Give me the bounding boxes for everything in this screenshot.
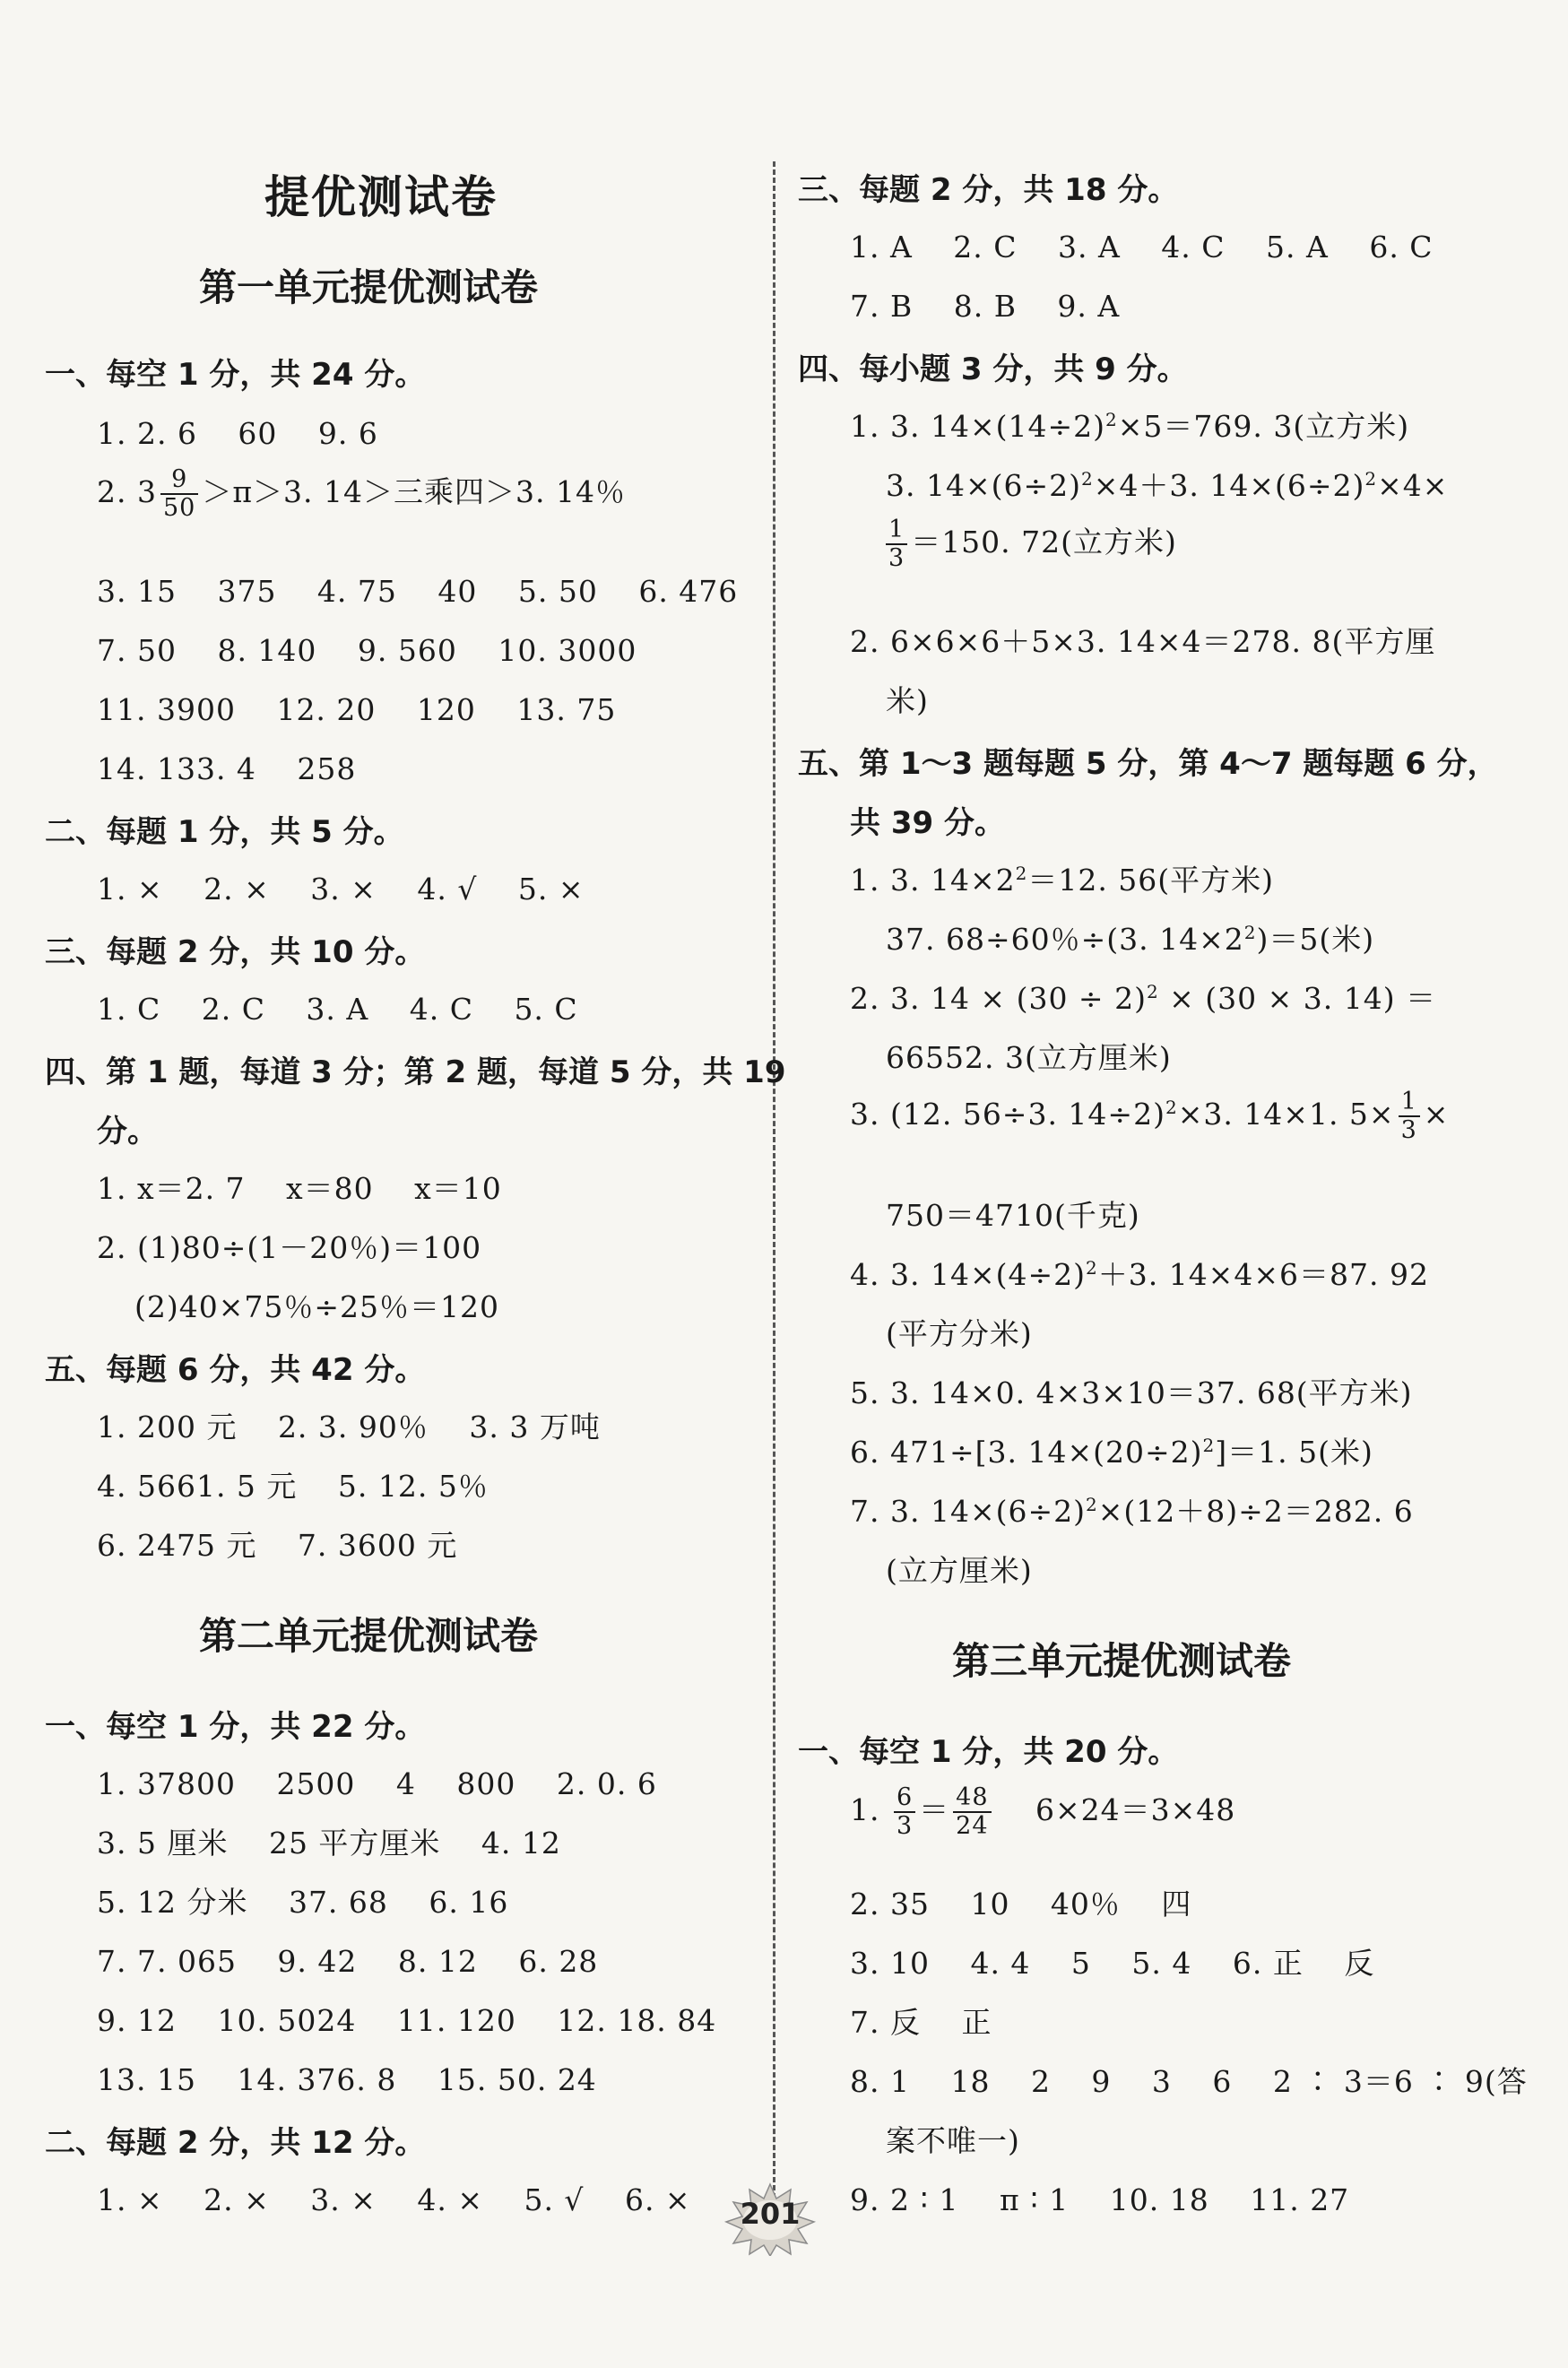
- answer-line: 2. (1)80÷(1－20％)＝100: [97, 1230, 482, 1265]
- page-number-badge: [721, 2181, 819, 2256]
- unit2-s1-heading: 一、每空 1 分，共 22 分。: [45, 1709, 426, 1745]
- fraction: $\frac{48}{24}$: [953, 1784, 991, 1840]
- fraction: $\frac{9}{50}$: [160, 466, 198, 522]
- answer-line: 6. 471÷[3. $14\times(20\div 2)^2]=1$. 5(米): [850, 1435, 1373, 1470]
- page-number: 201: [740, 2197, 801, 2231]
- answer-line: (2)40×75％÷25％＝120: [134, 1289, 500, 1324]
- answer-line: 5. 12 分米 37. 68 6. 16: [97, 1885, 509, 1920]
- answer-line: 3. $14\times(6\div 2)^2\times 4+3$. $14\times(6\div 2)^2\times 4\times$: [886, 468, 1449, 503]
- answer-line: 8. 1 18 2 9 3 6 2 ∶ 3＝6 ∶ 9(答: [850, 2064, 1528, 2099]
- fraction: $\frac{6}{3}$: [894, 1784, 915, 1840]
- answer-line: 1. × 2. × 3. × 4. √ 5. ×: [97, 872, 585, 906]
- unit2-s2-heading: 二、每题 2 分，共 12 分。: [45, 2125, 426, 2161]
- answer-line: 1. C 2. C 3. A 4. C 5. C: [97, 992, 578, 1027]
- answer-line: 案不唯一): [886, 2123, 1020, 2158]
- fraction: $\frac{1}{3}$: [1399, 1089, 1420, 1144]
- answer-line: 66552. 3(立方厘米): [886, 1040, 1172, 1075]
- unit1-s5-heading: 五、每题 6 分，共 42 分。: [45, 1352, 426, 1388]
- answer-line: 7. 3. $14\times(6\div 2)^2\times(12+8)\div 2=282$. 6: [850, 1494, 1414, 1529]
- unit2-title: 第二单元提优测试卷: [199, 1614, 539, 1658]
- answer-line: 5. 3. 14×0. 4×3×10＝37. 68(平方米): [850, 1375, 1413, 1410]
- unit1-s2-heading: 二、每题 1 分，共 5 分。: [45, 814, 404, 850]
- answer-line: 1. A 2. C 3. A 4. C 5. A 6. C: [850, 230, 1434, 265]
- answer-line: 2. 3 $\frac{9}{50}$ ＞π＞3. 14＞三乘四＞3. 14％: [97, 465, 626, 522]
- answer-line: 7. 反 正: [850, 2005, 992, 2040]
- answer-line: 9. 12 10. 5024 11. 120 12. 18. 84: [97, 2003, 717, 2038]
- unit3-title: 第三单元提优测试卷: [952, 1639, 1292, 1683]
- answer-line: 1. × 2. × 3. × 4. × 5. √ 6. ×: [97, 2182, 691, 2217]
- unit1-title: 第一单元提优测试卷: [199, 265, 539, 309]
- answer-line: 3. 10 4. 4 5 5. 4 6. 正 反: [850, 1946, 1375, 1981]
- fraction: $\frac{1}{3}$: [886, 516, 907, 572]
- answer-line: 6. 2475 元 7. 3600 元: [97, 1528, 458, 1563]
- answer-line: 37. 68÷60％÷(3. $14\times 2^2)=5$(米): [886, 922, 1375, 957]
- unit1-s4-heading: 四、第 1 题，每道 3 分；第 2 题，每道 5 分，共 19: [45, 1054, 786, 1090]
- answer-line: 11. 3900 12. 20 120 13. 75: [97, 692, 617, 727]
- answer-line: 14. 133. 4 258: [97, 751, 357, 786]
- answer-line: 1. 37800 2500 4 800 2. 0. 6: [97, 1766, 657, 1801]
- unit2-s5-heading: 五、第 1～3 题每题 5 分，第 4～7 题每题 6 分，: [798, 746, 1498, 782]
- unit3-s1-heading: 一、每空 1 分，共 20 分。: [798, 1734, 1179, 1770]
- answer-line: 9. 2 ∶ 1 π ∶ 1 10. 18 11. 27: [850, 2182, 1350, 2217]
- answer-line: 1. 2. 6 60 9. 6: [97, 416, 378, 451]
- answer-line: 2. 3. $14 \times (30 \div 2)^2 \times (30 \times 3$. 14) ＝: [850, 981, 1437, 1016]
- answer-line: 1. $\frac{6}{3}$ ＝ $\frac{48}{24}$ 6×24＝3×48: [850, 1783, 1236, 1840]
- answer-line: 7. B 8. B 9. A: [850, 289, 1121, 324]
- answer-line: 1. 3. $14\times(14\div 2)^2\times 5=769$. 3(立方米): [850, 409, 1410, 444]
- unit1-s3-heading: 三、每题 2 分，共 10 分。: [45, 934, 426, 970]
- unit1-s1-heading: 一、每空 1 分，共 24 分。: [45, 357, 426, 393]
- answer-line: 1. 200 元 2. 3. 90％ 3. 3 万吨: [97, 1410, 601, 1444]
- answer-line: 750＝4710(千克): [886, 1198, 1140, 1233]
- answer-line: 2. 35 10 40％ 四: [850, 1887, 1192, 1921]
- page-title: 提优测试卷: [264, 171, 498, 223]
- answer-line: (立方厘米): [886, 1553, 1033, 1588]
- answer-line: 7. 7. 065 9. 42 8. 12 6. 28: [97, 1944, 599, 1979]
- answer-line: 4. 3. $14\times(4\div 2)^2+3$. 14×4×6＝87. 92: [850, 1257, 1429, 1292]
- column-divider: [773, 161, 775, 2215]
- unit1-s4-heading-cont: 分。: [97, 1114, 158, 1149]
- answer-line: 3. (12. 56÷3. 14÷2)$^2$×3. 14×1. 5× $\frac{1}{3}$ ×: [850, 1088, 1450, 1144]
- answer-line: $\frac{1}{3}$ ＝150. 72(立方米): [882, 516, 1177, 572]
- answer-line: (平方分米): [886, 1316, 1033, 1351]
- answer-line: 3. 5 厘米 25 平方厘米 4. 12: [97, 1826, 561, 1861]
- unit2-s3-heading: 三、每题 2 分，共 18 分。: [798, 172, 1179, 208]
- answer-line: 4. 5661. 5 元 5. 12. 5％: [97, 1469, 489, 1504]
- answer-line: 3. 15 375 4. 75 40 5. 50 6. 476: [97, 574, 739, 609]
- answer-line: 13. 15 14. 376. 8 15. 50. 24: [97, 2062, 597, 2097]
- unit2-s5-heading-cont: 共 39 分。: [850, 805, 1005, 841]
- answer-line: 2. 6×6×6＋5×3. 14×4＝278. 8(平方厘: [850, 624, 1436, 659]
- answer-line: 1. 3. $14\times 2^2=12$. 56(平方米): [850, 863, 1275, 898]
- answer-line: 米): [886, 683, 929, 718]
- answer-line: 7. 50 8. 140 9. 560 10. 3000: [97, 633, 637, 668]
- unit2-s4-heading: 四、每小题 3 分，共 9 分。: [798, 351, 1188, 387]
- answer-line: 1. x＝2. 7 x＝80 x＝10: [97, 1171, 502, 1206]
